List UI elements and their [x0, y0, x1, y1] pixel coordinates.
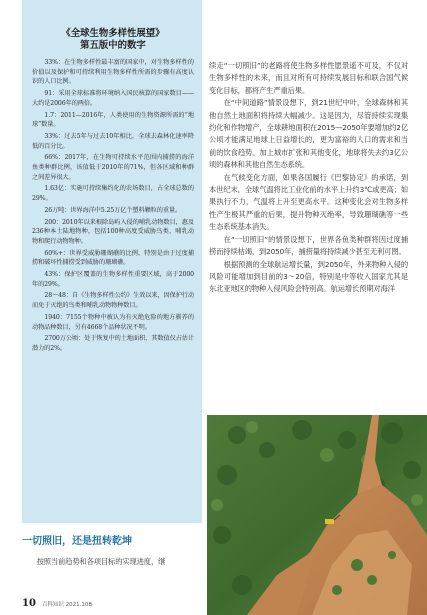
page-footer: [22, 598, 92, 610]
stat-item: 66%：2017年，在生物可持续水平范围内捕捞的海洋鱼类种群比例，该值低于2010年的71%，但各区域和种群之间差异很大。: [32, 154, 194, 181]
stat-item: 33%：过去5年与过去10年相比，全球去森林化速率降低的百分比。: [32, 132, 194, 150]
body-paragraph: 在“一切照旧”的情景设想下，世界各鱼类种群将因过度捕捞而持续枯竭，到2050年，捕捞量将持续减少甚至无利可图。: [209, 234, 408, 257]
body-paragraph: 在气候变化方面，如果各国履行《巴黎协定》的承诺，到本世纪末，全球气温将比工业化前的水平上升约3℃或更高；如果执行不力，气温将上升至更高水平。这种变化会对生物多样性产生极其严重的后果，提升物种灭绝率，导致珊瑚礁等一些生态系统基本消失。: [209, 172, 408, 232]
sidebar-title-line2: 第五版中的数字: [80, 40, 146, 51]
journal-name: 百科知识 2021.10B: [41, 602, 93, 608]
stat-item: 1.63亿：实施可持续集约化的农场数目，占全球总数的29%。: [32, 185, 194, 203]
stats-sidebar: [22, 0, 202, 523]
deforestation-aerial-photo: [207, 415, 427, 615]
stat-item: 28～48：自《生物多样性公约》生效以来，因保护行动而免于灭绝的鸟类和哺乳动物物种数目。: [32, 292, 194, 310]
stat-item: 60%+：世界受威胁珊瑚礁的比例，特别是由于过度捕捞和破坏性捕捞受到威胁的珊瑚礁。: [32, 249, 194, 267]
section-intro-text: 按照当前趋势和各项目标的实现进度，继: [36, 557, 166, 566]
stat-item: 43%：保护区覆盖的生物多样性重要区域，高于2000年的29%。: [32, 271, 194, 288]
body-paragraph: 在“中间道路”情景设想下，到21世纪中叶，全球森林和其他自然土地面积将持续大幅减少。这是因为，尽管持续实现集约化和作物增产，全球耕地面积在2015—2050年要增加约2亿公顷才能满足地球上日益增长的，更为富裕的人口的需求和当前的饮食趋势。加上城市扩张和其他变化，地球将失去约3亿公顷的森林和其他自然生态系统。: [209, 98, 408, 170]
stat-item: 33%：在生物多样性最丰富的国家中，对生物多样性的价值以及保护和可持续利用生物多样性所需的步骤有高度认识的人口比例。: [32, 59, 194, 86]
stat-item: 2700万公顷：处于恢复中的土地面积，其数值仅占估计潜力的2%。: [32, 335, 194, 352]
stat-item: 1.7：2011—2016年，人类使用的生物资源所需的“地球”数量。: [32, 111, 194, 129]
section-heading: 一切照旧，还是扭转乾坤: [22, 536, 132, 547]
body-paragraph: 根据预测的全球航运增长量，到2050年，外来物种入侵的风险可能增加到目前的3～20倍，特别是中等收入国家尤其是东北亚地区的物种入侵风险会特别高。航运增长预期对海洋: [209, 259, 408, 294]
deforestation-illustration: [207, 415, 427, 615]
body-text-column: [209, 60, 408, 296]
stat-item: 26万吨：世界海洋中5.25万亿个塑料颗粒的重量。: [44, 206, 182, 214]
stat-item: 1940：7155个物种中被认为有灭绝危险的地方驯养的动物品种数目，另有4668个品种状况不明。: [32, 313, 194, 331]
stat-item: 200：2010年以来根除岛屿入侵的哺乳动物数目，惠及236种本土陆地物种，包括100种高度受威胁鸟类、哺乳动物和爬行动物物种。: [32, 218, 194, 245]
body-paragraph: 续走“一切照旧”的老路将使生物多样性愿景遥不可及，不仅对生物多样性的未来，而且对所有可持续发展目标和联合国气候变化目标，都将产生严重后果。: [209, 61, 408, 95]
page-number: 10: [22, 598, 36, 609]
sidebar-title-line1: 《全球生物多样性展望》: [61, 28, 165, 39]
stat-item: 91：采用全球标准将环境纳入国民核算的国家数目——大约是2006年的两倍。: [32, 90, 194, 107]
